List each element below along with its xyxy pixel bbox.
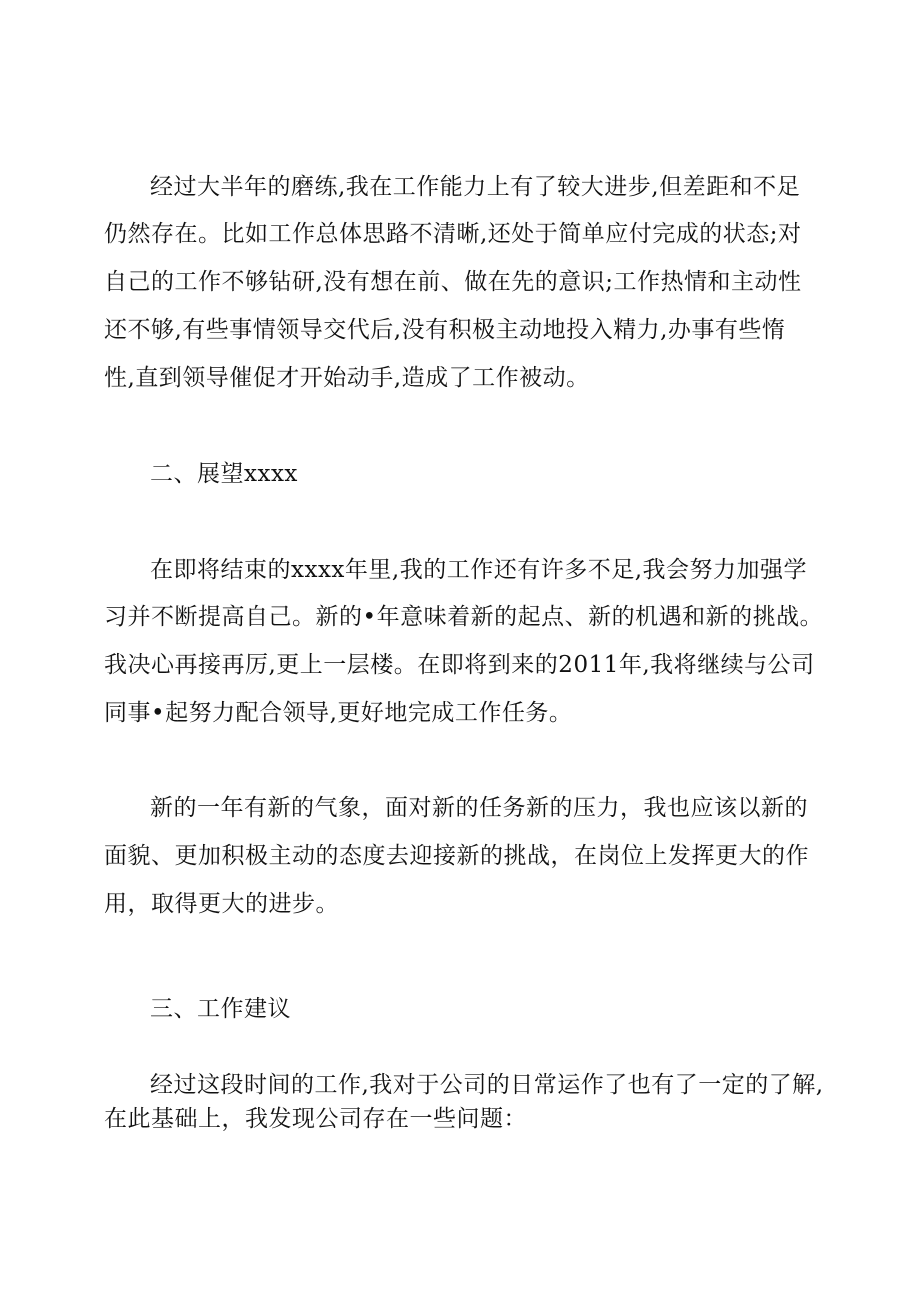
- section-heading-work-suggestions: 三、工作建议: [150, 996, 291, 1022]
- paragraph-4-line-1: 经过这段时间的工作,我对于公司的日常运作了也有了一定的了解,: [150, 1072, 824, 1098]
- paragraph-3-line-2: 面貌、更加积极主动的态度去迎接新的挑战，在岗位上发挥更大的作: [104, 843, 809, 869]
- paragraph-1-line-5: 性,直到领导催促才开始动手,造成了工作被动。: [104, 365, 590, 391]
- paragraph-1-line-2: 仍然存在。比如工作总体思路不清晰,还处于简单应付完成的状态;对: [104, 221, 802, 247]
- paragraph-2-line-3: 我决心再接再厉,更上一层楼。在即将到来的2011年,我将继续与公司: [104, 652, 815, 678]
- paragraph-1-line-4: 还不够,有些事情领导交代后,没有积极主动地投入精力,办事有些惰: [104, 317, 786, 343]
- paragraph-2-line-4: 同事•起努力配合领导,更好地完成工作任务。: [104, 700, 573, 726]
- paragraph-4-line-2: 在此基础上，我发现公司存在一些问题：: [104, 1106, 527, 1132]
- section-heading-outlook: 二、展望xxxx: [150, 461, 298, 487]
- paragraph-3-line-3: 用，取得更大的进步。: [104, 891, 339, 917]
- paragraph-1-line-3: 自己的工作不够钻研,没有想在前、做在先的意识;工作热情和主动性: [104, 269, 802, 295]
- paragraph-3-line-1: 新的一年有新的气象，面对新的任务新的压力，我也应该以新的: [150, 795, 808, 821]
- paragraph-1-line-1: 经过大半年的磨练,我在工作能力上有了较大进步,但差距和不足: [150, 174, 801, 200]
- paragraph-2-line-2: 习并不断提高自己。新的•年意味着新的起点、新的机遇和新的挑战。: [104, 604, 824, 630]
- paragraph-2-line-1: 在即将结束的xxxx年里,我的工作还有许多不足,我会努力加强学: [150, 557, 808, 583]
